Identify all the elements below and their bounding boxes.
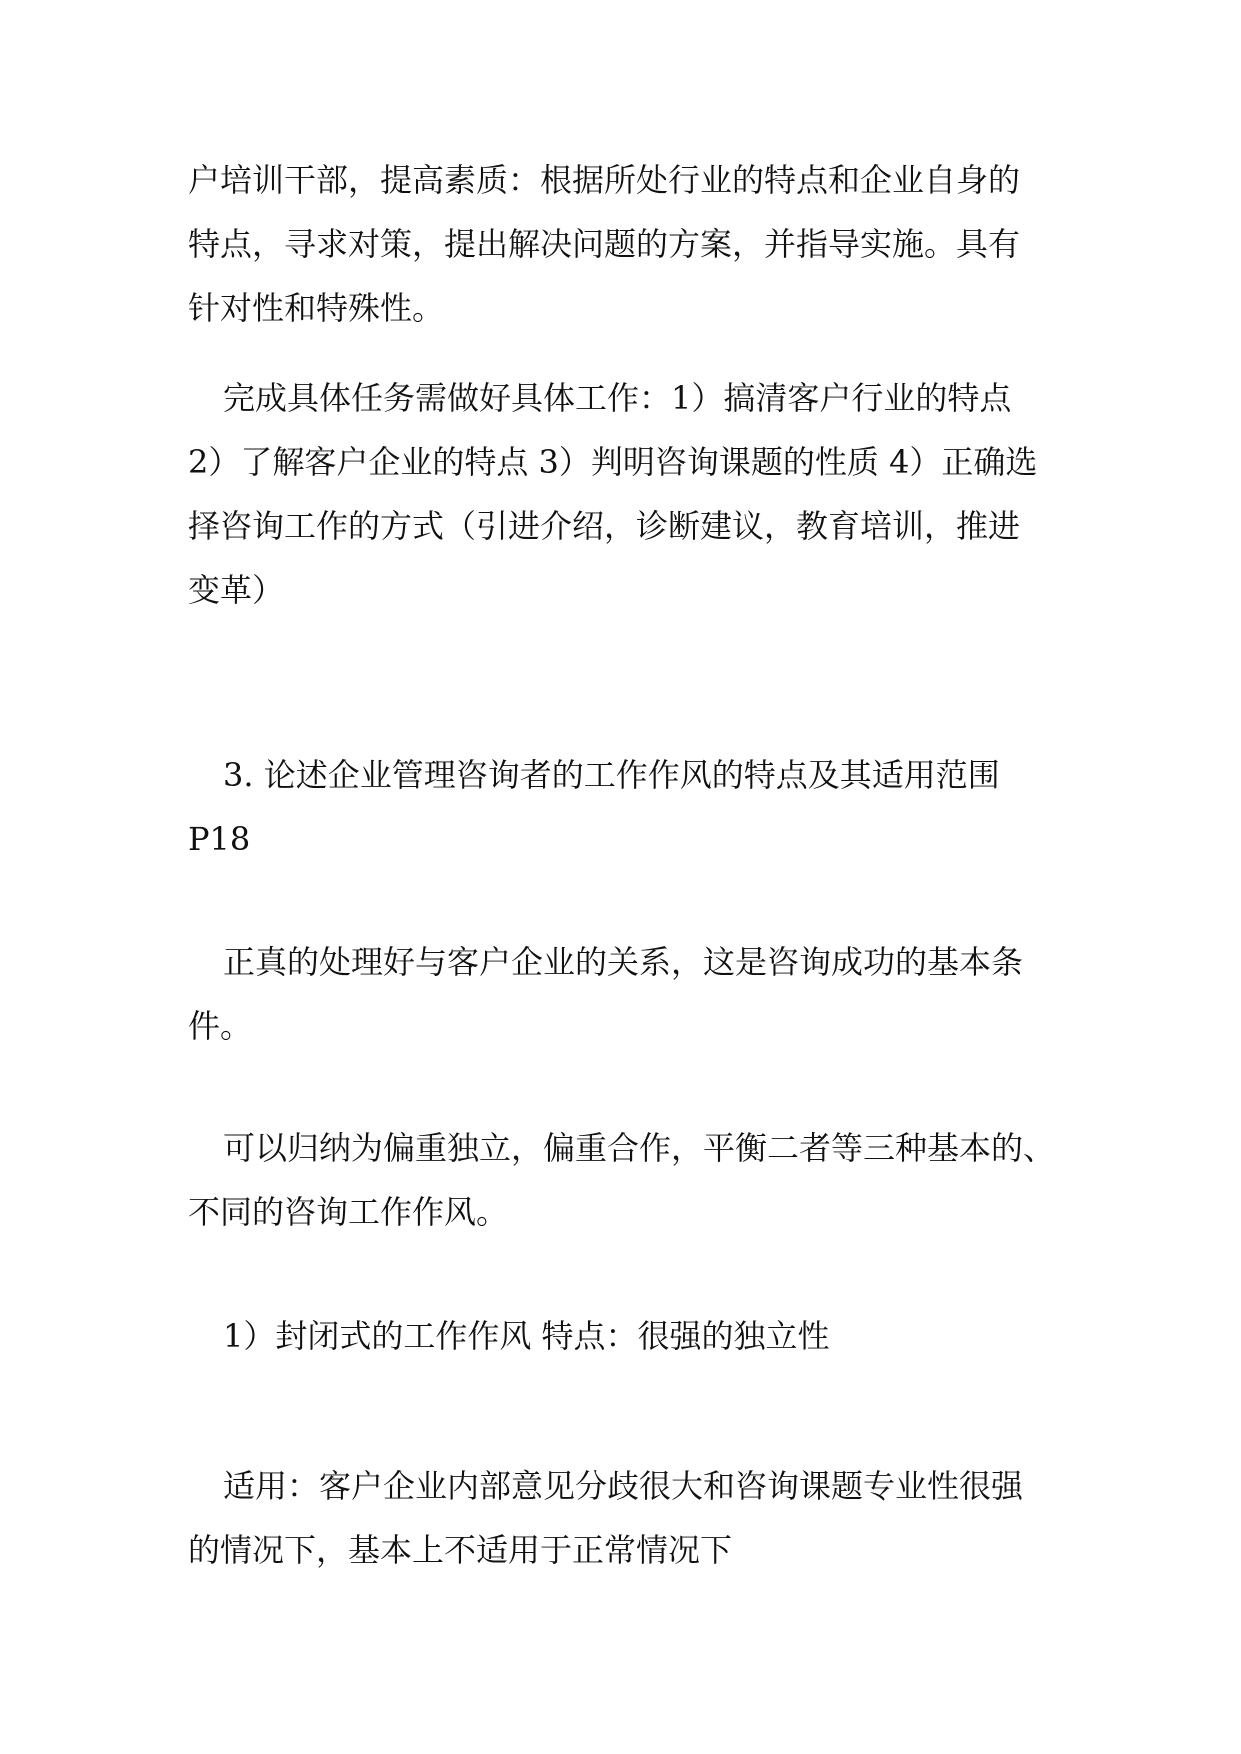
paragraph-6 [188,1304,1068,1368]
paragraph-1 [188,148,1068,340]
text-line: 完成具体任务需做好具体工作：1）搞清客户行业的特点 [223,379,1012,417]
paragraph-2 [188,366,1068,622]
text-line: 户培训干部，提高素质：根据所处行业的特点和企业自身的 [188,161,1021,199]
text-line: 特点，寻求对策，提出解决问题的方案，并指导实施。具有 [188,225,1021,263]
text-line: 正真的处理好与客户企业的关系，这是咨询成功的基本条 [223,943,1024,981]
paragraph-7 [188,1454,1068,1582]
paragraph-3-heading [188,743,1068,871]
text-line: 不同的咨询工作作风。 [188,1193,509,1231]
text-line: 变革） [188,571,285,609]
text-line: 择咨询工作的方式（引进介绍，诊断建议，教育培训，推进 [188,507,1021,545]
text-line: 的情况下，基本上不适用于正常情况下 [188,1531,733,1569]
paragraph-5 [188,1116,1068,1244]
text-line: 针对性和特殊性。 [188,289,445,327]
text-line: 可以归纳为偏重独立，偏重合作，平衡二者等三种基本的、 [223,1129,1056,1167]
text-line: P18 [188,820,251,858]
text-line: 2）了解客户企业的特点 3）判明咨询课题的性质 4）正确选 [188,443,1038,481]
paragraph-4 [188,930,1068,1058]
text-line: 适用：客户企业内部意见分歧很大和咨询课题专业性很强 [223,1467,1024,1505]
text-line: 3. 论述企业管理咨询者的工作作风的特点及其适用范围 [223,756,1000,794]
text-line: 1）封闭式的工作作风 特点：很强的独立性 [223,1317,830,1355]
text-line: 件。 [188,1007,253,1045]
